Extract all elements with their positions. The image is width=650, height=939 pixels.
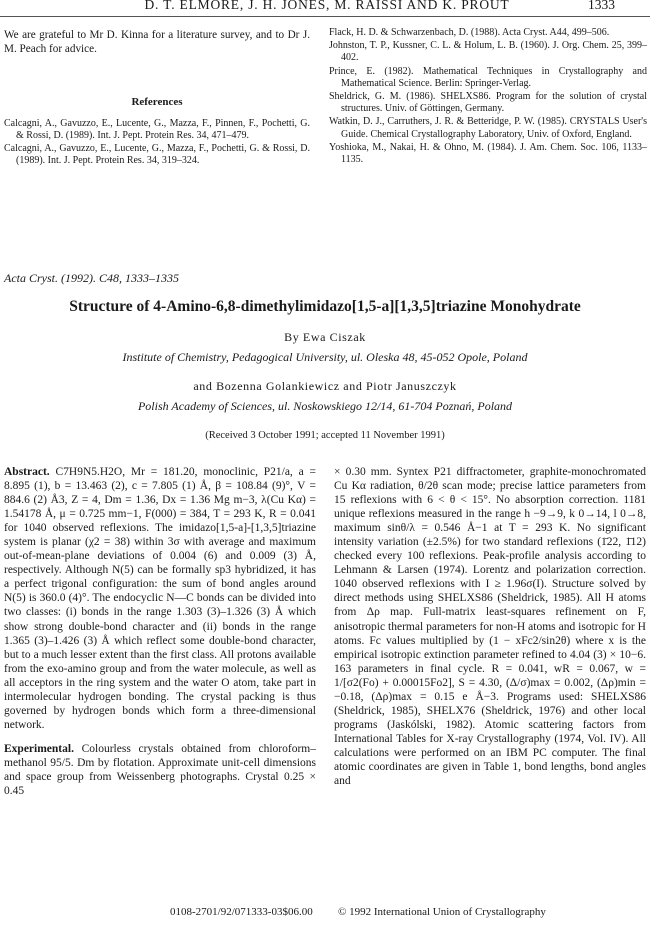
references-heading: References [131, 96, 183, 108]
article-left-column [4, 465, 316, 798]
institution-1: Institute of Chemistry, Pedagogical University, ul. Oleska 48, 45-052 Opole, Poland [122, 350, 528, 364]
abstract-text: C7H9N5.H2O, Mr = 181.20, monoclinic, P21/a, a = 8.895 (1), b = 13.463 (2), c = 7.805 (1) Å, β = 108.84 (9)°, V = 884.6 (2) Å3, Z = 4, Dm = 1.36, Dx = 1.36 Mg m−3, λ(Cu Kα) = 1.54178 Å, μ = 0.725 mm−1, F(000) = 384, T = 293 K, R = 0.041 for 1040 observed reflexions. The imidazo[1,5-a]-[1,3,5]triazine system is planar (χ2 = 38) within 3σ with average and maximum out-of-mean-plane deviations of 0.004 (6) and 0.009 (3) Å, respectively. Although N(5) can be formally sp3 hybridized, it has a perfect trigonal configuration: the sum of bond angles around N(5) is 360.0 (4)°. The endocyclic N—C bonds can be divided into two classes: (i) bonds in the range 1.303 (3)–1.326 (3) Å which show strong double-bond character and (ii) bonds in the range 1.365 (3)–1.426 (3) Å which reflect some double-bond character, but to a much lesser extent than the first class. All protons available from the exo-amino group and from the water molecule, as well as all acceptors in the ring system and the water O atom, take part in intermolecular hydrogen bonding. The crystal packing is thus governed by hydrogen bonds which form a three-dimensional network. [4, 466, 316, 731]
experimental-paragraph [4, 742, 316, 798]
abstract-label: Abstract. [4, 466, 50, 478]
header-rule [0, 16, 650, 17]
article-right-column [334, 465, 646, 788]
institution-2: Polish Academy of Sciences, ul. Noskowskiego 12/14, 61-704 Poznań, Poland [137, 399, 513, 413]
reference-entry: Calcagni, A., Gavuzzo, E., Lucente, G., Mazza, F., Pochetti, G. & Rossi, D. (1989). Int. J. Pept. Protein Res. 34, 319–324. [4, 143, 310, 167]
experimental-text-continued: × 0.30 mm. Syntex P21 diffractometer, graphite-monochromated Cu Kα radiation, θ/2θ scan mode; precise lattice parameters from 15 reflexions with 6 < θ < 15°. No absorption correction. 1181 unique reflexions measured in the range h −9→9, k 0→14, l 0→8, maximum sinθ/λ = 0.546 Å−1 at T = 293 K. No significant intensity variation (±2.5%) for two standard reflexions (1̄22, 1̄12) checked every 100 reflexions. Peak-profile analysis according to Lehmann & Larsen (1974). Lorentz and polarization correction. 1040 observed reflexions with I ≥ 1.96σ(I). Structure solved by direct methods using SHELXS86 (Sheldrick, 1985). All H atoms from Δρ map. Full-matrix least-squares refinement on F, anisotropic thermal parameters for non-H atoms and isotropic for H atoms. Fc values multiplied by (1 − xFc2/sin2θ) where x is the empirical isotropic extinction parameter refined to 4.04 (3) × 10−6. 163 parameters in final cycle. R = 0.041, wR = 0.067, w = 1/[σ2(Fo) + 0.00015Fo2], S = 4.30, (Δ/σ)max = 0.002, (Δρ)min = −0.18, (Δρ)max = 0.15 e Å−3. Programs used: SHELXS86 (Sheldrick, 1985), SHELX76 (Sheldrick, 1976) and other local programs (Jaskólski, 1982). Atomic scattering factors from International Tables for X-ray Crystallography (1974, Vol. IV). All calculations were performed on an IBM PC computer. The final atomic coordinates are given in Table 1, bond lengths, bond angles and [334, 466, 646, 788]
reference-entry: Sheldrick, G. M. (1986). SHELXS86. Program for the solution of crystal structures. Univ. of Göttingen, Germany. [329, 91, 647, 115]
reference-entry: Johnston, T. P., Kussner, C. L. & Holum, L. B. (1960). J. Org. Chem. 25, 399–402. [329, 40, 647, 64]
author-byline-2: and Bozenna Golankiewicz and Piotr Januszczyk [193, 379, 457, 393]
reference-entry: Prince, E. (1982). Mathematical Techniques in Crystallography and Mathematical Science. Berlin: Springer-Verlag. [329, 65, 647, 89]
received-dates: (Received 3 October 1991; accepted 11 November 1991) [205, 430, 445, 441]
experimental-text-start: Colourless crystals obtained from chloroform–methanol 95/5. Dm by flotation. Approximate unit-cell dimensions and space group from Weissenberg photographs. Crystal 0.25 × 0.45 [4, 742, 316, 798]
reference-entry: Watkin, D. J., Carruthers, J. R. & Betteridge, P. W. (1985). CRYSTALS User's Guide. Chemical Crystallography Laboratory, Univ. of Oxford, England. [329, 116, 647, 140]
reference-entry: Yoshioka, M., Nakai, H. & Ohno, M. (1984). J. Am. Chem. Soc. 106, 1133–1135. [329, 141, 647, 166]
article-title: Structure of 4-Amino-6,8-dimethylimidazo[1,5-a][1,3,5]triazine Monohydrate [69, 298, 581, 315]
copyright-notice: © 1992 International Union of Crystallography [338, 906, 546, 918]
reference-entry: Flack, H. D. & Schwarzenbach, D. (1988). Acta Cryst. A44, 499–506. [329, 27, 610, 38]
author-byline-1: By Ewa Ciszak [284, 330, 366, 344]
journal-citation: Acta Cryst. (1992). C48, 1333–1335 [4, 271, 179, 285]
previous-article-left-column [4, 28, 310, 168]
experimental-label: Experimental. [4, 742, 74, 755]
running-header-authors: D. T. ELMORE, J. H. JONES, M. RAISSI AND K. PROUT [144, 0, 510, 12]
acknowledgement: We are grateful to Mr D. Kinna for a literature survey, and to Dr J. M. Peach for advice. [4, 29, 310, 55]
article-code: 0108-2701/92/071333-03$06.00 [170, 906, 313, 918]
abstract-paragraph [4, 465, 316, 732]
page-number: 1333 [588, 0, 615, 12]
previous-article-right-column [329, 27, 647, 167]
reference-entry: Calcagni, A., Gavuzzo, E., Lucente, G., Mazza, F., Pinnen, F., Pochetti, G. & Rossi, D. (1989). Int. J. Pept. Protein Res. 34, 471–479. [4, 117, 310, 141]
